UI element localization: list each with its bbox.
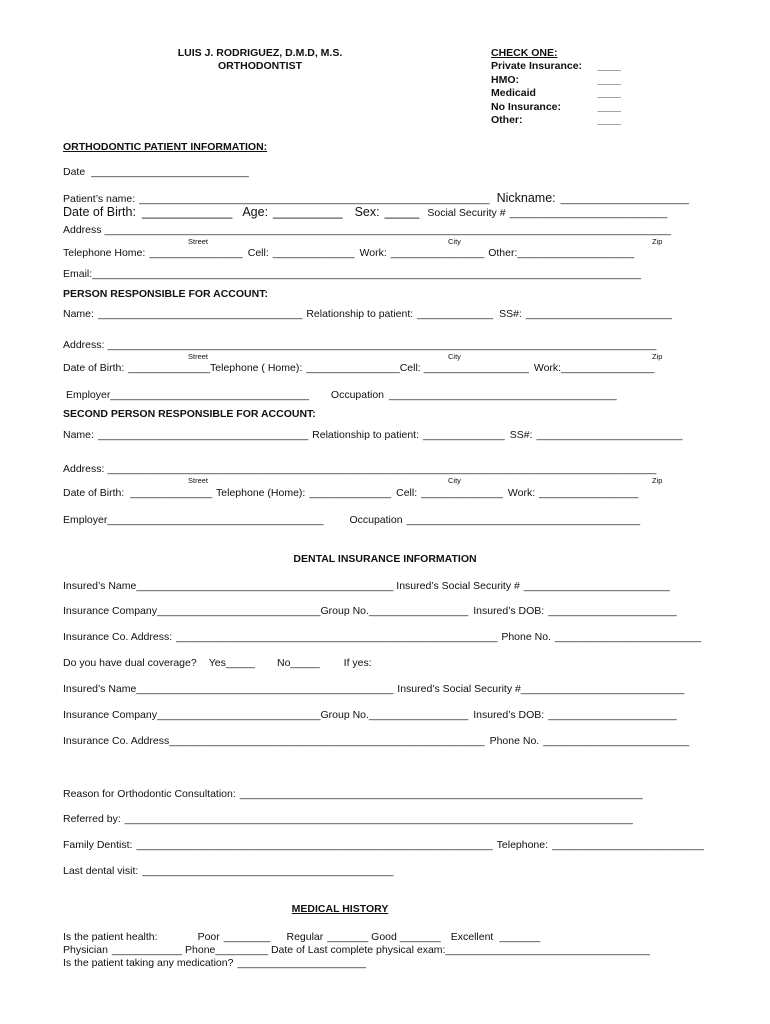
- resp-relationship-field[interactable]: _____________: [417, 308, 494, 320]
- dual-yes-label: Yes: [208, 657, 226, 669]
- work-field[interactable]: ________________: [390, 247, 485, 259]
- family-dentist-label: Family Dentist:: [63, 839, 133, 851]
- resp-employer-field[interactable]: __________________________________: [110, 389, 309, 401]
- patient-name-label: Patient’s name:: [63, 193, 136, 205]
- resp-name-row: [63, 308, 672, 321]
- second-employer-label: Employer: [63, 514, 108, 526]
- patient-street-caption: Street: [188, 237, 209, 246]
- patient-city-caption: City: [448, 237, 461, 246]
- age-field[interactable]: __________: [273, 205, 343, 219]
- resp-occupation-field[interactable]: _______________________________________: [389, 389, 617, 401]
- dual-no-label: No: [277, 657, 291, 669]
- ssn-field[interactable]: ___________________________: [509, 207, 668, 219]
- medication-label: Is the patient taking any medication?: [63, 957, 234, 969]
- health-excellent-label: Excellent: [450, 931, 494, 943]
- second-address-row: [63, 463, 656, 476]
- tel-home-label: Telephone Home:: [63, 247, 146, 259]
- second-dob-field[interactable]: ______________: [130, 487, 213, 499]
- patient-address-field[interactable]: _________________________________________________________________________________________________: [104, 224, 671, 236]
- insurance-phone2-label: Phone No.: [489, 735, 540, 747]
- resp-relationship-label: Relationship to patient:: [306, 308, 414, 320]
- group-label: Group No.: [320, 605, 369, 617]
- patient-address-label: Address: [63, 224, 102, 236]
- second-name-row: [63, 429, 683, 442]
- health-row: [63, 931, 540, 944]
- insurance-section-title: DENTAL INSURANCE INFORMATION: [293, 553, 477, 565]
- second-employer-row: [63, 514, 640, 527]
- dual-coverage-row: [63, 657, 372, 670]
- dentist-telephone-field[interactable]: __________________________: [552, 839, 704, 851]
- check-option-hmo[interactable]: HMO: ____: [491, 73, 621, 86]
- date-label: Date: [63, 166, 86, 178]
- last-visit-row: [63, 865, 393, 878]
- health-label: Is the patient health:: [63, 931, 158, 943]
- insured-name2-row: [63, 683, 684, 696]
- physician-field[interactable]: ____________: [111, 944, 183, 956]
- resp-zip-caption: Zip: [652, 352, 663, 361]
- check-one-box: [491, 47, 621, 127]
- health-poor-field[interactable]: ________: [223, 931, 271, 943]
- insured-ss2-field[interactable]: ____________________________: [520, 683, 685, 695]
- patient-dob-field[interactable]: _____________: [141, 205, 233, 219]
- resp-work-label: Work:: [533, 362, 562, 374]
- last-visit-field[interactable]: ___________________________________________: [142, 865, 394, 877]
- resp-telephone-label: Telephone ( Home):: [210, 362, 303, 374]
- if-yes-label: If yes:: [343, 657, 372, 669]
- resp-address-label: Address:: [63, 339, 105, 351]
- physician-row: [63, 944, 650, 957]
- resp-ss-field[interactable]: _________________________: [525, 308, 672, 320]
- insured-dob-field[interactable]: ______________________: [548, 605, 677, 617]
- second-ss-label: SS#:: [509, 429, 533, 441]
- other-label: Other:: [488, 247, 518, 259]
- health-good-field[interactable]: _______: [399, 931, 441, 943]
- insured-dob2-label: Insured’s DOB:: [473, 709, 545, 721]
- referred-row: [63, 813, 633, 826]
- dual-no-field[interactable]: _____: [290, 657, 320, 669]
- second-address-label: Address:: [63, 463, 105, 475]
- insurance-company2-row: [63, 709, 677, 722]
- group2-label: Group No.: [320, 709, 369, 721]
- resp-cell-field[interactable]: __________________: [423, 362, 529, 374]
- insured-dob-label: Insured’s DOB:: [473, 605, 545, 617]
- insurance-phone-label: Phone No.: [501, 631, 551, 643]
- second-name-label: Name:: [63, 429, 94, 441]
- resp-employer-label: Employer: [66, 389, 111, 401]
- insurance-company-field[interactable]: ____________________________: [156, 605, 321, 617]
- insurance-company2-field[interactable]: ____________________________: [156, 709, 321, 721]
- medical-section-title: MEDICAL HISTORY: [291, 903, 389, 915]
- patient-section-title: ORTHODONTIC PATIENT INFORMATION:: [63, 141, 268, 153]
- referred-field[interactable]: _______________________________________________________________________________________: [124, 813, 633, 825]
- second-work-label: Work:: [507, 487, 536, 499]
- insurance-address2-field[interactable]: ______________________________________________________: [169, 735, 485, 747]
- insured-ss-field[interactable]: _________________________: [523, 580, 670, 592]
- second-work-field[interactable]: _________________: [539, 487, 639, 499]
- referred-label: Referred by:: [63, 813, 121, 825]
- resp-occupation-label: Occupation: [330, 389, 385, 401]
- resp-city-caption: City: [448, 352, 461, 361]
- insurance-company-row: [63, 605, 677, 618]
- insurance-phone2-field[interactable]: _________________________: [543, 735, 690, 747]
- second-telephone-field[interactable]: ______________: [309, 487, 392, 499]
- reason-field[interactable]: _____________________________________________________________________: [239, 788, 643, 800]
- other-field[interactable]: ____________________: [517, 247, 635, 259]
- last-visit-label: Last dental visit:: [63, 865, 139, 877]
- nickname-field[interactable]: ______________________: [560, 193, 690, 205]
- doctor-title: ORTHODONTIST: [218, 60, 302, 72]
- insured-ss-label: Insured’s Social Security #: [396, 580, 520, 592]
- second-name-field[interactable]: ____________________________________: [97, 429, 309, 441]
- health-regular-label: Regular: [286, 931, 324, 943]
- check-option-private[interactable]: Private Insurance: ____: [491, 60, 621, 73]
- physician-label: Physician: [63, 944, 108, 956]
- second-city-caption: City: [448, 476, 461, 485]
- age-label: Age:: [242, 205, 269, 219]
- resp-employer-row: [66, 389, 617, 402]
- check-option-no-insurance[interactable]: No Insurance: ____: [491, 100, 621, 113]
- patient-address-row: [63, 224, 671, 237]
- dentist-telephone-label: Telephone:: [496, 839, 549, 851]
- second-section-title: SECOND PERSON RESPONSIBLE FOR ACCOUNT:: [63, 408, 316, 420]
- patient-name-field[interactable]: ____________________________________________________________: [139, 193, 490, 205]
- doctor-name: LUIS J. RODRIGUEZ, D.M.D, M.S.: [177, 47, 343, 59]
- resp-name-field[interactable]: ___________________________________: [97, 308, 303, 320]
- resp-dob-row: [63, 362, 655, 375]
- reason-row: [63, 788, 643, 801]
- medication-row: [63, 957, 366, 970]
- cell-label: Cell:: [247, 247, 269, 259]
- check-one-label: CHECK ONE:: [491, 47, 558, 59]
- patient-name-row: [63, 192, 689, 206]
- health-poor-label: Poor: [197, 931, 220, 943]
- email-row: [63, 268, 641, 281]
- resp-work-field[interactable]: ________________: [561, 362, 655, 374]
- resp-street-caption: Street: [188, 352, 209, 361]
- patient-zip-caption: Zip: [652, 237, 663, 246]
- second-occupation-field[interactable]: ________________________________________: [406, 514, 641, 526]
- second-relationship-label: Relationship to patient:: [312, 429, 419, 441]
- second-address-field[interactable]: ______________________________________________________________________________________________: [107, 463, 657, 475]
- nickname-label: Nickname:: [496, 191, 556, 205]
- resp-ss-label: SS#:: [499, 308, 522, 320]
- second-relationship-field[interactable]: ______________: [423, 429, 505, 441]
- second-street-caption: Street: [188, 476, 209, 485]
- work-label: Work:: [359, 247, 387, 259]
- group2-field[interactable]: _________________: [368, 709, 469, 721]
- insured-name2-field[interactable]: ____________________________________________: [136, 683, 394, 695]
- insured-ss2-label: Insured’s Social Security #: [397, 683, 521, 695]
- email-label: Email:: [63, 268, 93, 280]
- insurance-address-label: Insurance Co. Address:: [63, 631, 173, 643]
- family-dentist-row: [63, 839, 704, 852]
- dual-coverage-label: Do you have dual coverage?: [63, 657, 197, 669]
- date-field[interactable]: ___________________________: [91, 166, 249, 178]
- group-field[interactable]: _________________: [368, 605, 469, 617]
- second-cell-field[interactable]: ______________: [421, 487, 503, 499]
- insured-name-field[interactable]: ____________________________________________: [136, 580, 394, 592]
- insurance-company-label: Insurance Company: [63, 605, 157, 617]
- patient-dob-label: Date of Birth:: [63, 205, 136, 219]
- second-cell-label: Cell:: [396, 487, 418, 499]
- insured-name-row: [63, 580, 670, 593]
- patient-phone-row: [63, 247, 634, 260]
- sex-label: Sex:: [354, 205, 380, 219]
- insured-dob2-field[interactable]: ______________________: [548, 709, 677, 721]
- patient-dob-row: [63, 206, 667, 220]
- resp-name-label: Name:: [63, 308, 94, 320]
- resp-address-field[interactable]: ______________________________________________________________________________________________: [107, 339, 657, 351]
- second-occupation-label: Occupation: [349, 514, 403, 526]
- insurance-address-field[interactable]: _______________________________________________________: [176, 631, 498, 643]
- insurance-address2-label: Insurance Co. Address: [63, 735, 170, 747]
- resp-address-row: [63, 339, 656, 352]
- second-dob-row: [63, 487, 638, 500]
- insurance-address2-row: [63, 735, 689, 748]
- email-field[interactable]: ______________________________________________________________________________________________: [92, 268, 642, 280]
- cell-field[interactable]: ______________: [272, 247, 355, 259]
- responsible-section-title: PERSON RESPONSIBLE FOR ACCOUNT:: [63, 288, 268, 300]
- second-dob-label: Date of Birth:: [63, 487, 125, 499]
- health-regular-field[interactable]: _______: [327, 931, 369, 943]
- second-telephone-label: Telephone (Home):: [216, 487, 306, 499]
- insurance-phone-field[interactable]: _________________________: [554, 631, 701, 643]
- medication-field[interactable]: ______________________: [237, 957, 366, 969]
- insurance-company2-label: Insurance Company: [63, 709, 157, 721]
- check-option-medicaid[interactable]: Medicaid ____: [491, 87, 621, 100]
- physician-phone-label: Phone: [185, 944, 216, 956]
- family-dentist-field[interactable]: _____________________________________________________________: [136, 839, 493, 851]
- resp-telephone-field[interactable]: ________________: [306, 362, 400, 374]
- resp-dob-label: Date of Birth:: [63, 362, 125, 374]
- physician-phone-field[interactable]: _________: [215, 944, 268, 956]
- last-exam-field[interactable]: ___________________________________: [445, 944, 650, 956]
- insured-name2-label: Insured’s Name: [63, 683, 137, 695]
- health-good-label: Good: [371, 931, 397, 943]
- reason-label: Reason for Orthodontic Consultation:: [63, 788, 236, 800]
- resp-cell-label: Cell:: [399, 362, 421, 374]
- date-row: [63, 166, 249, 179]
- insured-name-label: Insured’s Name: [63, 580, 137, 592]
- second-zip-caption: Zip: [652, 476, 663, 485]
- insurance-address-row: [63, 631, 701, 644]
- health-excellent-field[interactable]: _______: [499, 931, 541, 943]
- ssn-label: Social Security #: [427, 207, 506, 219]
- resp-dob-field[interactable]: ______________: [128, 362, 211, 374]
- second-employer-field[interactable]: _____________________________________: [107, 514, 324, 526]
- second-ss-field[interactable]: _________________________: [536, 429, 683, 441]
- tel-home-field[interactable]: ________________: [149, 247, 243, 259]
- sex-field[interactable]: _____: [384, 205, 420, 219]
- dual-yes-field[interactable]: _____: [225, 657, 256, 669]
- last-exam-label: Date of Last complete physical exam:: [270, 944, 446, 956]
- check-option-other[interactable]: Other: ____: [491, 114, 621, 127]
